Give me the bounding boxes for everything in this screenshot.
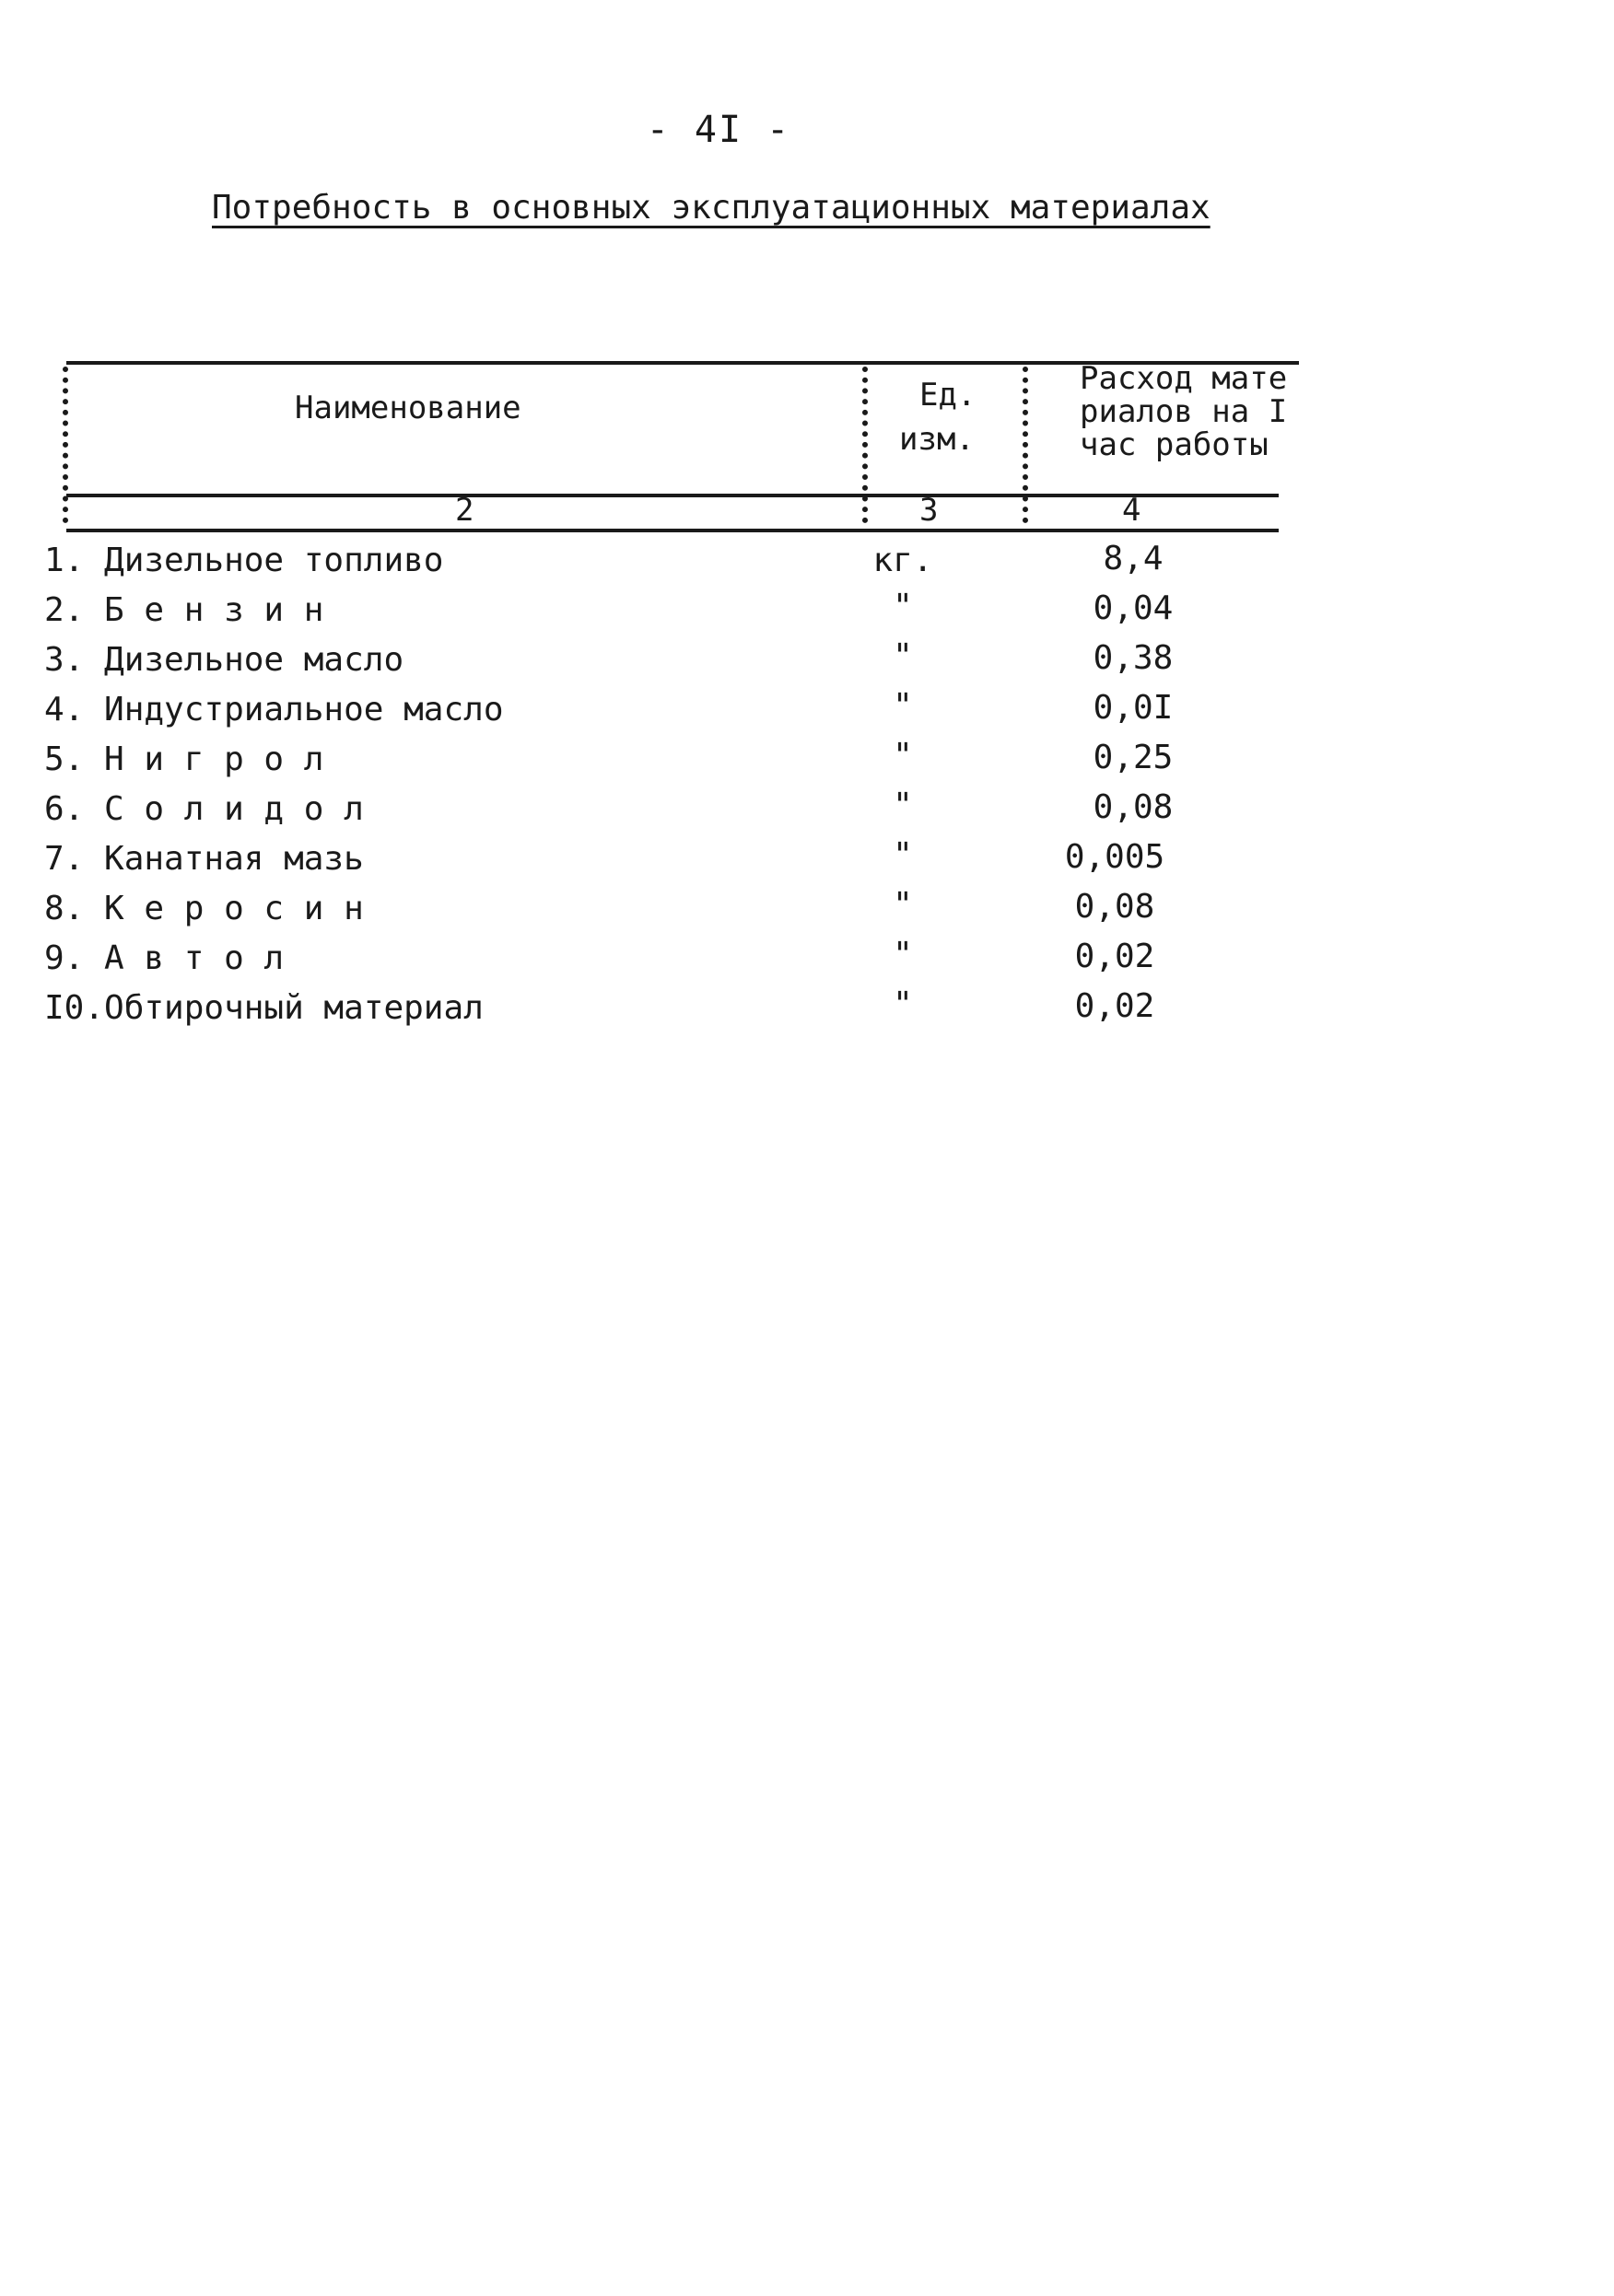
row-value: 0,02 [1074, 987, 1155, 1025]
row-name: 1. Дизельное топливо [44, 542, 444, 579]
column-separator-2 [1023, 367, 1028, 523]
row-value: 0,25 [1093, 739, 1174, 776]
row-value: 0,02 [1074, 938, 1155, 975]
row-name: 8. К е р о с и н [44, 890, 364, 927]
row-unit: " [893, 985, 913, 1023]
row-name: I0.Обтирочный материал [44, 989, 484, 1027]
row-unit: " [893, 737, 913, 775]
column-number-4: 4 [1122, 492, 1141, 529]
header-unit-line2: изм. [899, 421, 975, 458]
row-value: 0,0I [1093, 689, 1174, 727]
header-rule-upper [66, 494, 1279, 497]
page-number: - 4I - [646, 109, 791, 151]
row-name: 6. С о л и д о л [44, 790, 364, 828]
header-rate-line3: час работы [1080, 426, 1269, 463]
row-value: 0,38 [1093, 639, 1174, 677]
row-unit: " [893, 687, 913, 725]
header-rate-line1: Расход мате [1080, 360, 1288, 397]
column-number-3: 3 [919, 492, 939, 529]
column-number-2: 2 [455, 492, 474, 529]
row-value: 0,04 [1093, 589, 1174, 627]
row-unit: " [893, 588, 913, 625]
row-unit: " [893, 886, 913, 924]
row-name: 5. Н и г р о л [44, 740, 324, 778]
page-title: Потребность в основных эксплуатационных материалах [212, 189, 1210, 227]
header-unit-line1: Ед. [919, 377, 977, 414]
row-value: 0,08 [1074, 888, 1155, 926]
row-unit: " [893, 936, 913, 973]
row-name: 9. А в т о л [44, 939, 285, 977]
row-name: 3. Дизельное масло [44, 641, 404, 679]
row-name: 4. Индустриальное масло [44, 691, 504, 728]
row-unit: " [893, 787, 913, 824]
row-unit: кг. [872, 542, 933, 579]
row-value: 0,08 [1093, 788, 1174, 826]
row-value: 0,005 [1064, 838, 1165, 876]
row-unit: " [893, 637, 913, 675]
row-name: 2. Б е н з и н [44, 591, 324, 629]
header-rule-lower [66, 529, 1279, 532]
header-name: Наименование [295, 390, 521, 426]
row-value: 8,4 [1103, 540, 1164, 577]
table-left-border [63, 367, 68, 523]
row-unit: " [893, 836, 913, 874]
row-name: 7. Канатная мазь [44, 840, 364, 878]
header-rate-line2: риалов на I [1080, 393, 1288, 430]
column-separator-1 [862, 367, 868, 523]
